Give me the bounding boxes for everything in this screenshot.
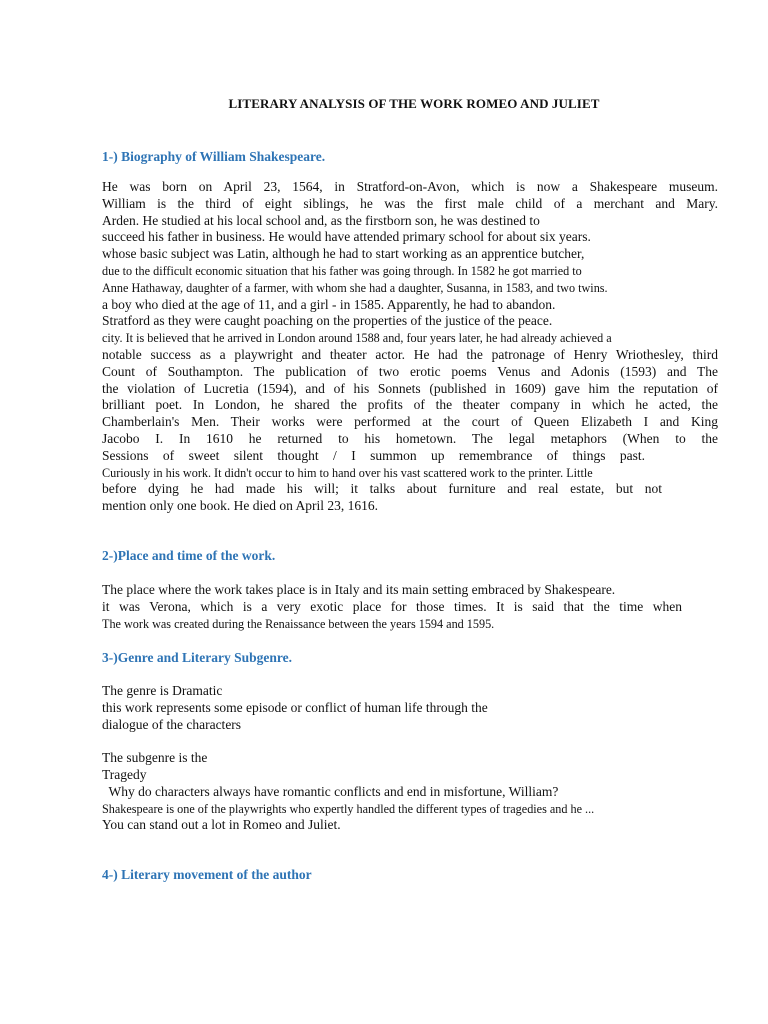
body-line: Anne Hathaway, daughter of a farmer, with whom she had a daughter, Susanna, in 1583, and two twins. [102,280,608,295]
body-line: city. It is believed that he arrived in London around 1588 and, four years later, he had already achieved a [102,331,612,346]
document-title: LITERARY ANALYSIS OF THE WORK ROMEO AND JULIET [228,96,600,111]
body-line: Shakespeare is one of the playwrights who expertly handled the different types of tragedies and he ... [102,801,595,816]
body-line: The work was created during the Renaissance between the years 1594 and 1595. [102,616,495,631]
body-line: Tragedy [102,766,147,782]
body-line: this work represents some episode or conflict of human life through the [102,699,488,715]
body-line: The subgenre is the [102,750,208,766]
body-line: Why do characters always have romantic conflicts and end in misfortune, William? [102,783,559,799]
body-line: Arden. He studied at his local school and, as the firstborn son, he was destined to [102,212,540,228]
body-line: due to the difficult economic situation that his father was going through. In 1582 he got married to [102,263,582,278]
section-1-body [102,179,718,515]
section-2-heading: 2-)Place and time of the work. [102,548,276,563]
body-line: mention only one book. He died on April 23, 1616. [102,498,378,514]
section-4-heading: 4-) Literary movement of the author [102,867,312,882]
section-3-heading: 3-)Genre and Literary Subgenre. [102,650,292,665]
body-line: the violation of Lucretia (1594), and of his Sonnets (published in 1609) gave him the reputation of [102,380,718,396]
body-line: William is the third of eight siblings, he was the first male child of a merchant and Mary. [102,195,718,211]
body-line: brilliant poet. In London, he shared the profits of the theater company in which he acted, the [102,397,718,413]
body-line: whose basic subject was Latin, although he had to start working as an apprentice butcher, [102,246,585,262]
body-line: a boy who died at the age of 11, and a girl - in 1585. Apparently, he had to abandon. [102,296,556,312]
body-line: The genre is Dramatic [102,683,223,698]
body-line: Sessions of sweet silent thought / I summon up remembrance of things past. [102,447,645,463]
body-line: Stratford as they were caught poaching on the properties of the justice of the peace. [102,313,553,329]
blank-line [102,733,718,750]
body-line: Count of Southampton. The publication of two erotic poems Venus and Adonis (1593) and The [102,363,718,379]
body-line: before dying he had made his will; it talks about furniture and real estate, but not [102,481,662,497]
body-line: succeed his father in business. He would have attended primary school for about six years. [102,229,591,245]
body-line: Curiously in his work. It didn't occur to him to hand over his vast scattered work to the printer. Little [102,465,593,480]
section-1-heading: 1-) Biography of William Shakespeare. [102,149,326,164]
body-line: You can stand out a lot in Romeo and Juliet. [102,817,341,833]
body-line: The place where the work takes place is in Italy and its main setting embraced by Shakespeare. [102,582,616,597]
body-line: dialogue of the characters [102,716,242,732]
section-3-body [102,683,718,834]
body-line: it was Verona, which is a very exotic place for those times. It is said that the time when [102,598,682,614]
body-line: Jacobo I. In 1610 he returned to his hometown. The legal metaphors (When to the [102,430,718,446]
body-line: notable success as a playwright and theater actor. He had the patronage of Henry Wriothesley, third [102,346,718,362]
body-line: Chamberlain's Men. Their works were performed at the court of Queen Elizabeth I and King [102,414,718,430]
section-2-body [102,582,718,632]
body-line: He was born on April 23, 1564, in Stratford-on-Avon, which is now a Shakespeare museum. [102,179,718,194]
